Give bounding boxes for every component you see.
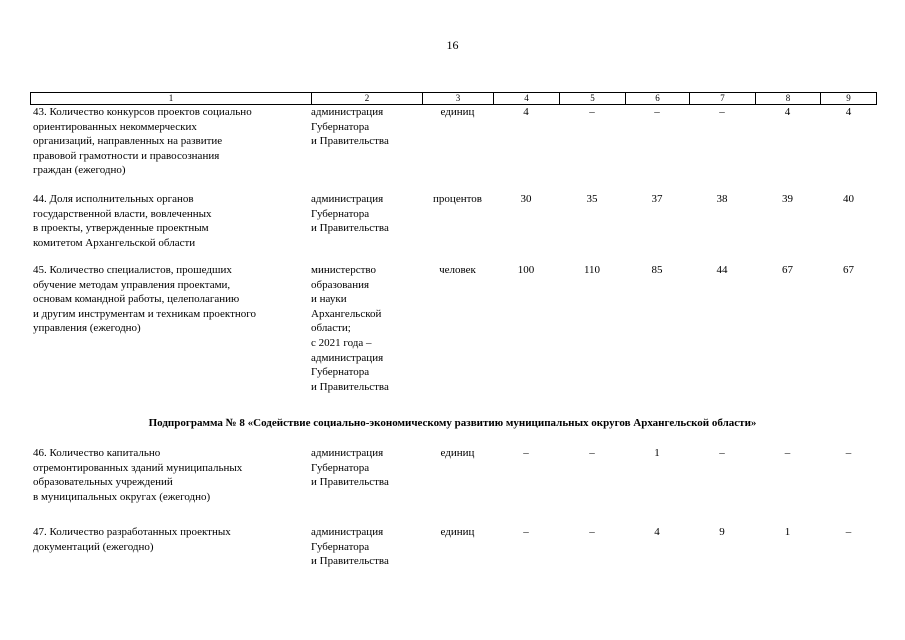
header-cell: 9 [820, 93, 877, 104]
indicator-name [33, 525, 305, 554]
value-cell: 9 [719, 526, 725, 538]
executor-line: администрация [311, 351, 384, 364]
value-cell: – [589, 106, 595, 118]
unit: единиц [440, 106, 475, 118]
value-cell: – [654, 106, 660, 118]
header-cell: 4 [493, 93, 559, 104]
value-cell: – [845, 447, 852, 459]
executor-line: Губернатора [311, 540, 370, 553]
indicator-name-line: в проекты, утвержденные проектным [33, 222, 209, 235]
value-cell: 37 [651, 193, 663, 205]
header-cell: 2 [311, 93, 422, 104]
executor-line: Губернатора [311, 366, 370, 379]
indicator-name-line: государственной власти, вовлеченных [33, 207, 212, 220]
unit: человек [439, 264, 476, 276]
executor-line: Архангельской [311, 307, 382, 320]
value-cell: 85 [651, 264, 663, 276]
executor-line: администрация [311, 526, 384, 538]
executor-line: Губернатора [311, 120, 370, 133]
value-cell: 1 [784, 526, 791, 538]
indicator-name-line: 46. Количество капитально [33, 447, 161, 459]
executor-line: администрация [311, 447, 384, 459]
indicator-name-line: комитетом Архангельской области [33, 236, 196, 249]
indicator-name-line: 43. Количество конкурсов проектов социально [33, 106, 252, 118]
indicator-name-line: 47. Количество разработанных проектных [33, 526, 231, 538]
unit: единиц [440, 526, 475, 538]
executor-line: Губернатора [311, 207, 370, 220]
indicator-name-line: управления (ежегодно) [33, 322, 141, 335]
value-cell: 35 [586, 193, 598, 205]
header-cell: 3 [422, 93, 493, 104]
value-cell: – [589, 526, 595, 538]
indicator-name [33, 192, 305, 250]
header-cell: 1 [30, 93, 311, 104]
executor-line: и науки [311, 293, 347, 306]
executor-line: администрация [311, 106, 384, 118]
indicator-name-line: обучение методам управления проектами, [33, 278, 231, 291]
value-cell: – [784, 447, 791, 459]
subprogram-title: Подпрограмма № 8 «Содействие социально-экономическому развитию муниципальных округов Архангельской области» [148, 417, 757, 429]
indicator-name-line: образовательных учреждений [33, 476, 173, 489]
value-cell: – [523, 526, 529, 538]
value-cell: 38 [716, 193, 728, 205]
header-cell: 5 [559, 93, 625, 104]
executor [311, 192, 421, 236]
executor-line: и Правительства [311, 222, 389, 235]
page-number: 16 [446, 38, 459, 52]
indicator-name-line: 45. Количество специалистов, прошедших [33, 264, 232, 276]
value-cell: 1 [654, 447, 660, 459]
executor-line: области; [311, 322, 351, 335]
executor-line: и Правительства [311, 135, 389, 148]
value-cell: 4 [845, 106, 852, 118]
value-cell: – [719, 106, 725, 118]
value-cell: 100 [517, 264, 535, 276]
value-cell: 39 [782, 193, 793, 205]
value-cell: 110 [583, 264, 601, 276]
indicator-name-line: правовой грамотности и правосознания [33, 149, 220, 162]
indicator-name-line: документаций (ежегодно) [33, 540, 154, 553]
indicator-name [33, 446, 305, 504]
value-cell: 67 [782, 264, 793, 276]
indicator-name-line: и другим инструментам и техникам проектного [33, 307, 257, 320]
indicator-name-line: отремонтированных зданий муниципальных [33, 461, 243, 474]
indicator-name-line: граждан (ежегодно) [33, 164, 126, 177]
executor [311, 263, 421, 394]
value-cell: 4 [784, 106, 791, 118]
header-cell: 8 [755, 93, 820, 104]
indicator-name-line: 44. Доля исполнительных органов [33, 193, 194, 205]
executor-line: и Правительства [311, 476, 389, 489]
executor-line: образования [311, 278, 370, 291]
value-cell: 40 [843, 193, 854, 205]
value-cell: – [845, 526, 852, 538]
value-cell: 4 [523, 106, 529, 118]
value-cell: 4 [654, 526, 660, 538]
executor-line: администрация [311, 193, 384, 205]
unit: единиц [440, 447, 475, 459]
executor-line: с 2021 года – [311, 336, 372, 349]
indicator-name-line: основам командной работы, целеполаганию [33, 293, 240, 306]
executor-line: министерство [311, 264, 377, 276]
executor-line: Губернатора [311, 461, 370, 474]
indicator-name-line: ориентированных некоммерческих [33, 120, 197, 133]
unit: процентов [433, 193, 482, 205]
indicator-name [33, 105, 305, 178]
value-cell: – [589, 447, 595, 459]
indicator-name-line: в муниципальных округах (ежегодно) [33, 490, 211, 503]
executor-line: и Правительства [311, 380, 389, 393]
value-cell: – [719, 447, 725, 459]
executor [311, 105, 421, 149]
header-cell: 6 [625, 93, 689, 104]
value-cell: 44 [716, 264, 728, 276]
indicator-name-line: организаций, направленных на развитие [33, 135, 223, 148]
table-header-row [30, 92, 877, 105]
value-cell: – [523, 447, 529, 459]
value-cell: 67 [843, 264, 854, 276]
indicator-name [33, 263, 305, 336]
executor [311, 446, 421, 490]
executor [311, 525, 421, 569]
executor-line: и Правительства [311, 555, 389, 568]
header-cell: 7 [689, 93, 755, 104]
value-cell: 30 [520, 193, 532, 205]
